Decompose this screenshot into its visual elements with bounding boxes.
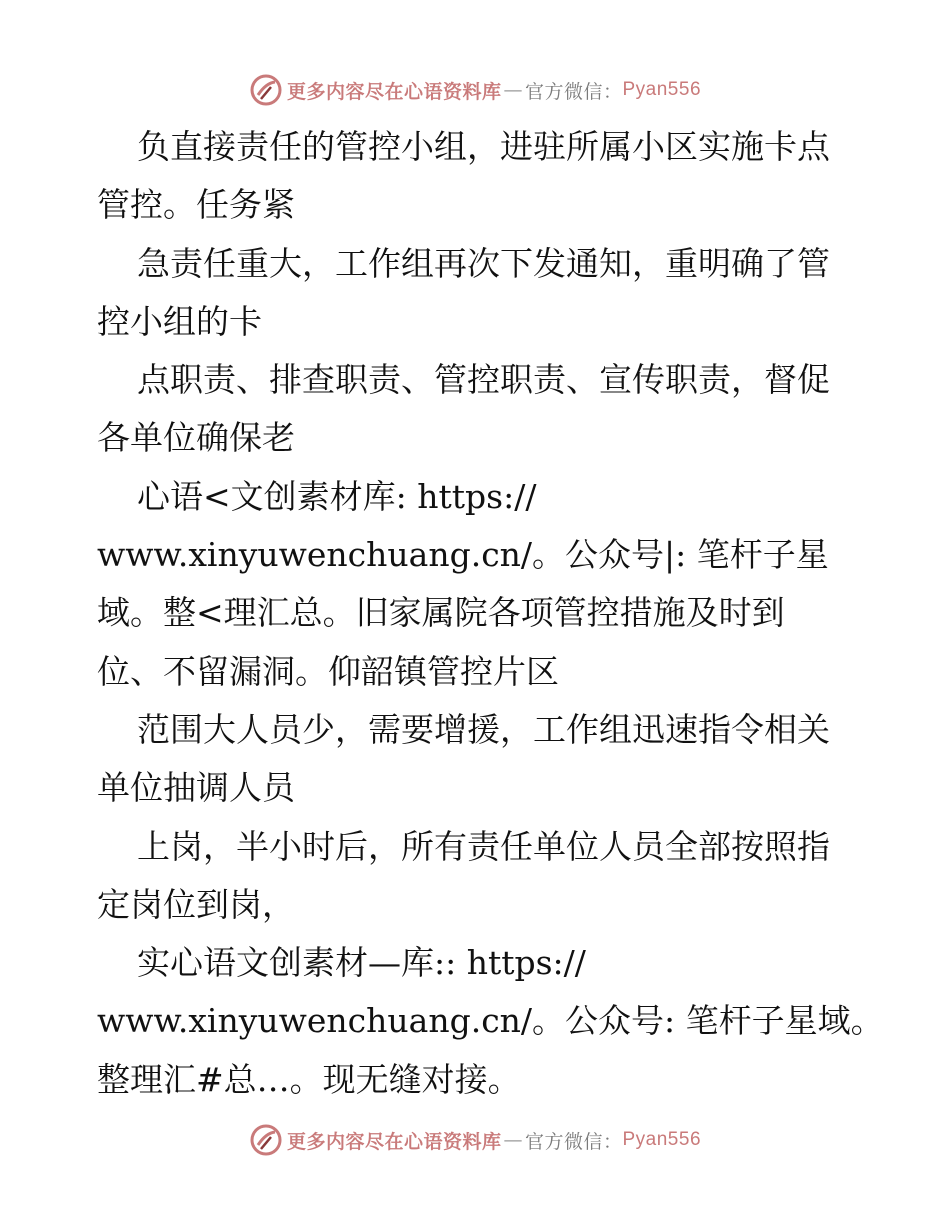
brush-seal-logo-icon — [249, 1123, 283, 1157]
header-banner-sub: 官方微信： — [524, 80, 623, 103]
footer-banner — [0, 1120, 950, 1160]
text-line-5: 点职责、排查职责、管控职责、宣传职责，督促 — [137, 360, 830, 400]
text-line-3: 急责任重大，工作组再次下发通知，重明确了管 — [137, 243, 830, 283]
footer-banner-text — [287, 1127, 701, 1154]
text-line-4: 控小组的卡 — [97, 301, 262, 341]
document-body — [97, 118, 884, 1109]
header-banner-text — [287, 77, 701, 104]
footer-banner-main: 更多内容尽在心语资料库 — [286, 1130, 502, 1153]
text-line-7: 心语<文创素材库: https:// — [137, 476, 537, 516]
text-line-1: 负直接责任的管控小组，进驻所属小区实施卡点 — [137, 127, 830, 166]
text-line-17: 整理汇#总…。现无缝对接。 — [97, 1059, 521, 1099]
brush-seal-logo-icon — [249, 73, 283, 107]
text-line-12: 单位抽调人员 — [97, 768, 295, 808]
text-line-2: 管控。任务紧 — [97, 185, 295, 225]
footer-banner-handle: Pyan556 — [622, 1129, 702, 1150]
text-line-13: 上岗，半小时后，所有责任单位人员全部按照指 — [137, 826, 830, 866]
header-banner-main: 更多内容尽在心语资料库 — [286, 80, 502, 103]
text-line-9: 域。整<理汇总。旧家属院各项管控措施及时到 — [97, 593, 785, 633]
text-line-14: 定岗位到岗， — [97, 884, 295, 924]
text-line-10: 位、不留漏洞。仰韶镇管控片区 — [97, 651, 559, 691]
header-banner — [0, 70, 950, 110]
footer-banner-sub: 官方微信： — [524, 1130, 623, 1153]
text-line-6: 各单位确保老 — [97, 418, 295, 458]
text-line-8: www.xinyuwenchuang.cn/。公众号|: 笔杆子星 — [97, 535, 829, 575]
text-line-16: www.xinyuwenchuang.cn/。公众号: 笔杆子星域。 — [97, 1001, 884, 1041]
text-line-11: 范围大人员少，需要增援，工作组迅速指令相关 — [137, 709, 830, 749]
footer-banner-dash: — — [503, 1129, 523, 1151]
text-line-15: 实心语文创素材—库:: https:// — [137, 943, 586, 983]
header-banner-dash: — — [503, 79, 523, 101]
header-banner-handle: Pyan556 — [622, 79, 702, 100]
